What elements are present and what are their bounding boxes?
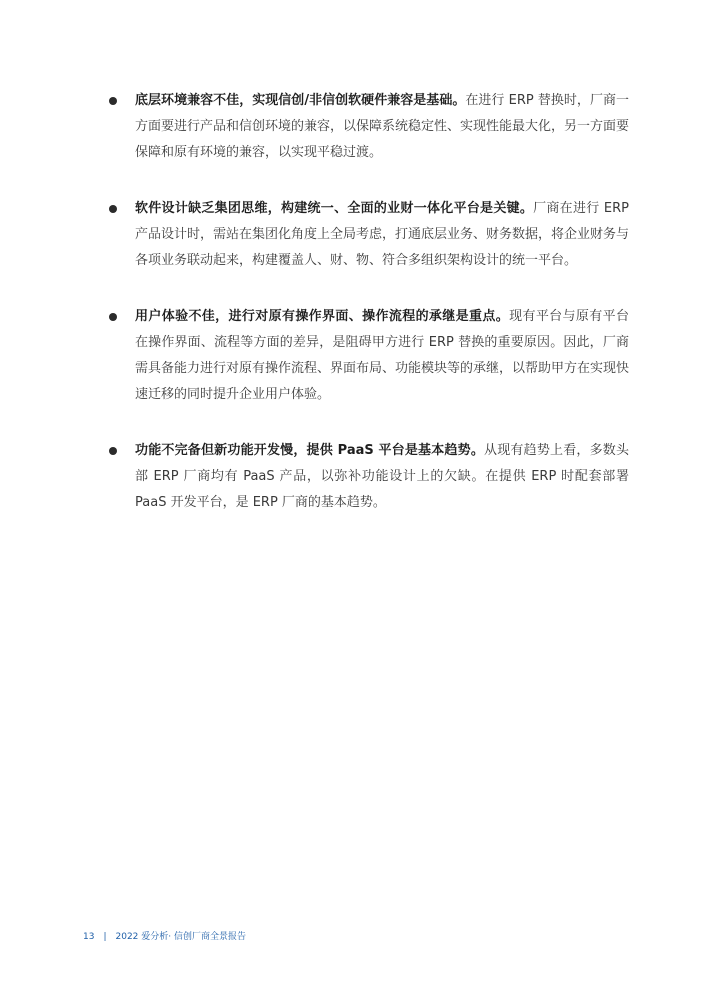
page-number: 13 bbox=[83, 932, 95, 942]
bullet-dot bbox=[109, 97, 117, 105]
bullet-item-group-platform bbox=[109, 196, 629, 274]
page-footer bbox=[83, 929, 246, 942]
bullet-body: 厂商在进行 ERP 产品设计时，需站在集团化角度上全局考虑，打通底层业务、财务数据，将企业财务与各项业务联动起来，构建覆盖人、财、物、符合多组织架构设计的统一平台。 bbox=[135, 201, 630, 268]
bullet-body: 现有平台与原有平台在操作界面、流程等方面的差异，是阻碍甲方进行 ERP 替换的重要原因。因此，厂商需具备能力进行对原有操作流程、界面布局、功能模块等的承继，以帮助甲方在实现快速迁移的同时提升企业用户体验。 bbox=[135, 309, 630, 402]
bullet-item-paas bbox=[109, 438, 629, 516]
bullet-heading: 软件设计缺乏集团思维，构建统一、全面的业财一体化平台是关键。 bbox=[135, 201, 534, 216]
bullet-body: 在进行 ERP 替换时，厂商一方面要进行产品和信创环境的兼容，以保障系统稳定性、实现性能最大化，另一方面要保障和原有环境的兼容，以实现平稳过渡。 bbox=[135, 93, 630, 160]
bullet-item-compatibility bbox=[109, 88, 629, 166]
bullet-list bbox=[109, 88, 629, 546]
report-title: 2022 爱分析· 信创厂商全景报告 bbox=[115, 932, 246, 942]
bullet-item-user-experience bbox=[109, 304, 629, 408]
bullet-dot bbox=[109, 205, 117, 213]
footer-separator: | bbox=[103, 932, 107, 942]
bullet-body: 从现有趋势上看，多数头部 ERP 厂商均有 PaaS 产品，以弥补功能设计上的欠缺。在提供 ERP 时配套部署 PaaS 开发平台，是 ERP 厂商的基本趋势。 bbox=[135, 443, 629, 510]
bullet-dot bbox=[109, 313, 117, 321]
bullet-dot bbox=[109, 447, 117, 455]
bullet-heading: 用户体验不佳，进行对原有操作界面、操作流程的承继是重点。 bbox=[135, 309, 510, 324]
bullet-heading: 底层环境兼容不佳，实现信创/非信创软硬件兼容是基础。 bbox=[135, 93, 466, 108]
bullet-heading: 功能不完备但新功能开发慢，提供 PaaS 平台是基本趋势。 bbox=[135, 443, 485, 458]
